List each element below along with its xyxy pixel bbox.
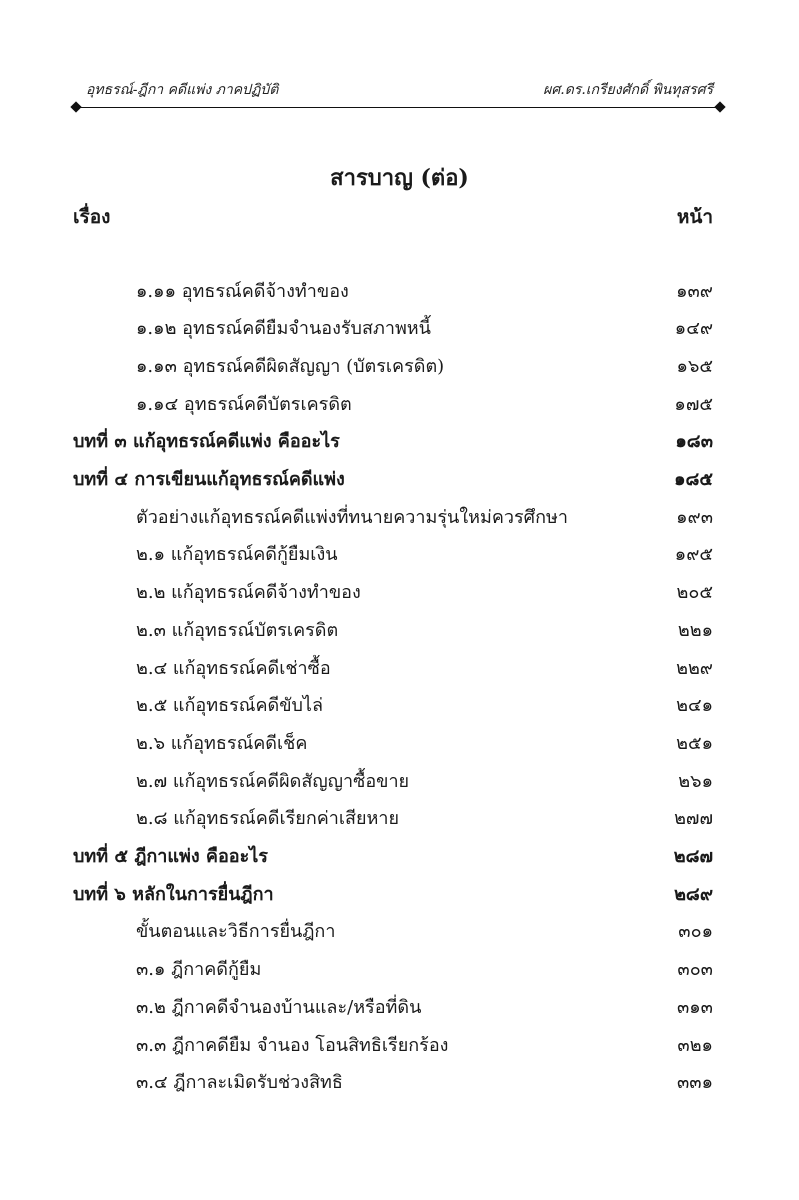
toc-entry-label: บทที่ ๔ การเขียนแก้อุทธรณ์คดีแพ่ง: [73, 469, 345, 490]
toc-page-number: ๒๕๑: [676, 732, 713, 754]
toc-entry-label: ๒.๘ แก้อุทธรณ์คดีเรียกค่าเสียหาย: [136, 808, 400, 830]
toc-entry-row: [0, 724, 799, 760]
toc-entry-label: ๒.๔ แก้อุทธรณ์คดีเช่าซื้อ: [136, 657, 331, 679]
toc-entry-row: [0, 498, 799, 534]
column-label-page: หน้า: [676, 206, 713, 228]
rule-right-diamond-icon: [714, 101, 725, 112]
toc-entry-label: ๑.๑๔ อุทธรณ์คดีบัตรเครดิต: [136, 393, 352, 415]
toc-entry-label: ๑.๑๑ อุทธรณ์คดีจ้างทำของ: [136, 280, 349, 302]
toc-page-number: ๒๘๙: [674, 883, 713, 905]
toc-entry-label: บทที่ ๕ ฎีกาแพ่ง คืออะไร: [73, 846, 268, 867]
toc-entry-row: [0, 1026, 799, 1062]
toc-chapter-row: [0, 875, 799, 911]
toc-page-number: ๓๒๑: [677, 1034, 713, 1056]
toc-entry-label: ๓.๓ ฎีกาคดียืม จำนอง โอนสิทธิเรียกร้อง: [136, 1034, 449, 1056]
toc-entry-label: บทที่ ๓ แก้อุทธรณ์คดีแพ่ง คืออะไร: [73, 431, 340, 453]
toc-entry-label: บทที่ ๖ หลักในการยื่นฎีกา: [73, 883, 274, 905]
toc-chapter-row: [0, 838, 799, 874]
toc-entry-label: ๒.๕ แก้อุทธรณ์คดีขับไล่: [136, 695, 324, 717]
toc-entry-label: ๑.๑๒ อุทธรณ์คดียืมจำนองรับสภาพหนี้: [136, 318, 431, 340]
toc-page-number: ๑๗๕: [674, 393, 713, 415]
toc-entry-row: [0, 800, 799, 836]
toc-entry-row: [0, 649, 799, 685]
toc-entry-label: ๓.๔ ฎีกาละเมิดรับช่วงสิทธิ: [136, 1072, 343, 1094]
toc-entry-row: [0, 1064, 799, 1100]
toc-page-number: ๒๔๑: [676, 695, 713, 717]
toc-page-number: ๒๖๑: [678, 770, 713, 792]
toc-entry-label: ๒.๑ แก้อุทธรณ์คดีกู้ยืมเงิน: [136, 544, 338, 566]
toc-page-number: ๒๗๗: [674, 808, 713, 830]
toc-entry-row: [0, 913, 799, 949]
rule-left-diamond-icon: [70, 101, 81, 112]
toc-entry-label: ๒.๒ แก้อุทธรณ์คดีจ้างทำของ: [136, 582, 361, 604]
page-title: สารบาญ (ต่อ): [330, 165, 469, 191]
toc-entry-label: ๓.๒ ฎีกาคดีจำนองบ้านและ/หรือที่ดิน: [136, 996, 422, 1018]
toc-entry-label: ๑.๑๓ อุทธรณ์คดีผิดสัญญา (บัตรเครดิต): [136, 355, 445, 377]
header-author: ผศ.ดร.เกรียงศักดิ์ พินทุสรศรี: [543, 82, 713, 98]
toc-entry-row: [0, 310, 799, 346]
toc-page-number: ๓๓๑: [676, 1072, 713, 1094]
toc-page-number: ๑๙๕: [674, 544, 713, 566]
toc-entry-label: ขั้นตอนและวิธีการยื่นฎีกา: [136, 921, 336, 943]
toc-page-number: ๑๓๙: [676, 280, 713, 302]
toc-page-number: ๒๘๗: [673, 846, 713, 867]
header-rule: [76, 107, 720, 108]
running-header: [86, 79, 713, 101]
toc-page-number: ๑๘๕: [674, 469, 713, 490]
toc-page-number: ๑๘๓: [675, 431, 713, 453]
toc-chapter-row: [0, 461, 799, 497]
toc-entry-label: ๒.๗ แก้อุทธรณ์คดีผิดสัญญาซื้อขาย: [136, 770, 410, 792]
toc-entry-label: ๒.๓ แก้อุทธรณ์บัตรเครดิต: [136, 619, 339, 641]
toc-page-number: ๑๖๕: [676, 355, 713, 377]
toc-page-number: ๒๐๕: [676, 582, 713, 604]
toc-entry-row: [0, 272, 799, 308]
toc-entry-label: ตัวอย่างแก้อุทธรณ์คดีแพ่งที่ทนายความรุ่นใหม่ควรศึกษา: [136, 506, 568, 528]
toc-entry-row: [0, 611, 799, 647]
toc-page-number: ๑๙๓: [676, 506, 713, 528]
toc-entry-label: ๒.๖ แก้อุทธรณ์คดีเช็ค: [136, 732, 308, 754]
toc-entry-label: ๓.๑ ฎีกาคดีกู้ยืม: [136, 959, 262, 981]
toc-entry-row: [0, 762, 799, 798]
toc-entry-row: [0, 988, 799, 1024]
toc-entry-row: [0, 687, 799, 723]
header-book-title: อุทธรณ์-ฎีกา คดีแพ่ง ภาคปฏิบัติ: [86, 82, 279, 98]
toc-entry-row: [0, 347, 799, 383]
toc-chapter-row: [0, 423, 799, 459]
toc-page-number: ๓๐๑: [678, 921, 713, 943]
toc-entry-row: [0, 574, 799, 610]
toc-page-number: ๑๔๙: [674, 318, 713, 340]
column-label-topic: เรื่อง: [73, 206, 111, 228]
toc-page-number: ๓๑๓: [676, 996, 713, 1018]
toc-entry-row: [0, 536, 799, 572]
toc-page-number: ๓๐๓: [677, 959, 713, 981]
toc-page-number: ๒๒๑: [677, 619, 713, 641]
toc-entry-row: [0, 951, 799, 987]
toc-entry-row: [0, 385, 799, 421]
toc-page-number: ๒๒๙: [676, 657, 713, 679]
